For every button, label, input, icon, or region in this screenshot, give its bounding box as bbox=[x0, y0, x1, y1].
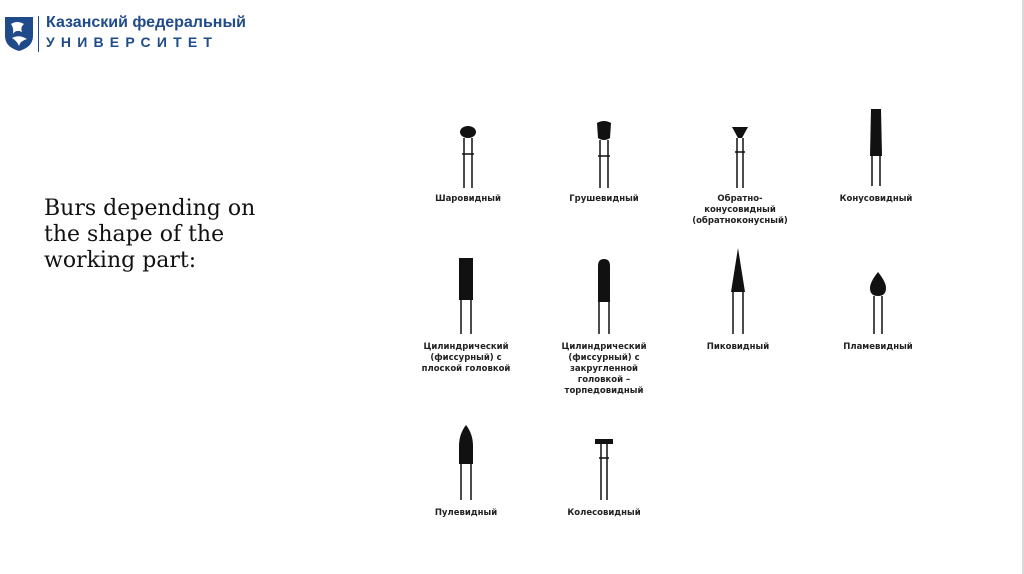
bur-label: Грушевидный bbox=[569, 194, 639, 204]
cylinder-round-bur-icon bbox=[534, 256, 674, 356]
bur-label: Пулевидный bbox=[434, 508, 498, 518]
cone-bur-icon bbox=[806, 108, 946, 208]
spear-bur-icon bbox=[668, 248, 808, 348]
logo-university-name: Казанский федеральный bbox=[46, 14, 246, 31]
bur-label: Цилиндрический (фиссурный) с закругленной головкой – торпедовидный bbox=[561, 342, 647, 396]
bur-label: Пламевидный bbox=[843, 342, 913, 352]
logo-university-word: УНИВЕРСИТЕТ bbox=[46, 34, 219, 50]
bur-label: Обратно- конусовидный (обратноконусный) bbox=[692, 194, 788, 226]
bur-label: Колесовидный bbox=[567, 508, 641, 518]
slide-body-text: Burs depending on the shape of the working part: bbox=[44, 196, 256, 273]
bur-label: Пиковидный bbox=[706, 342, 770, 352]
university-logo bbox=[0, 10, 246, 58]
bur-label: Шаровидный bbox=[435, 194, 501, 204]
bur-label: Цилиндрический (фиссурный) с плоской головкой bbox=[421, 342, 511, 374]
flame-bur-icon bbox=[808, 272, 948, 372]
logo-divider bbox=[38, 16, 39, 52]
kfu-emblem-icon bbox=[2, 14, 36, 52]
bur-label: Конусовидный bbox=[839, 194, 913, 204]
cylinder-flat-bur-icon bbox=[396, 256, 536, 356]
wheel-bur-icon bbox=[534, 436, 674, 536]
